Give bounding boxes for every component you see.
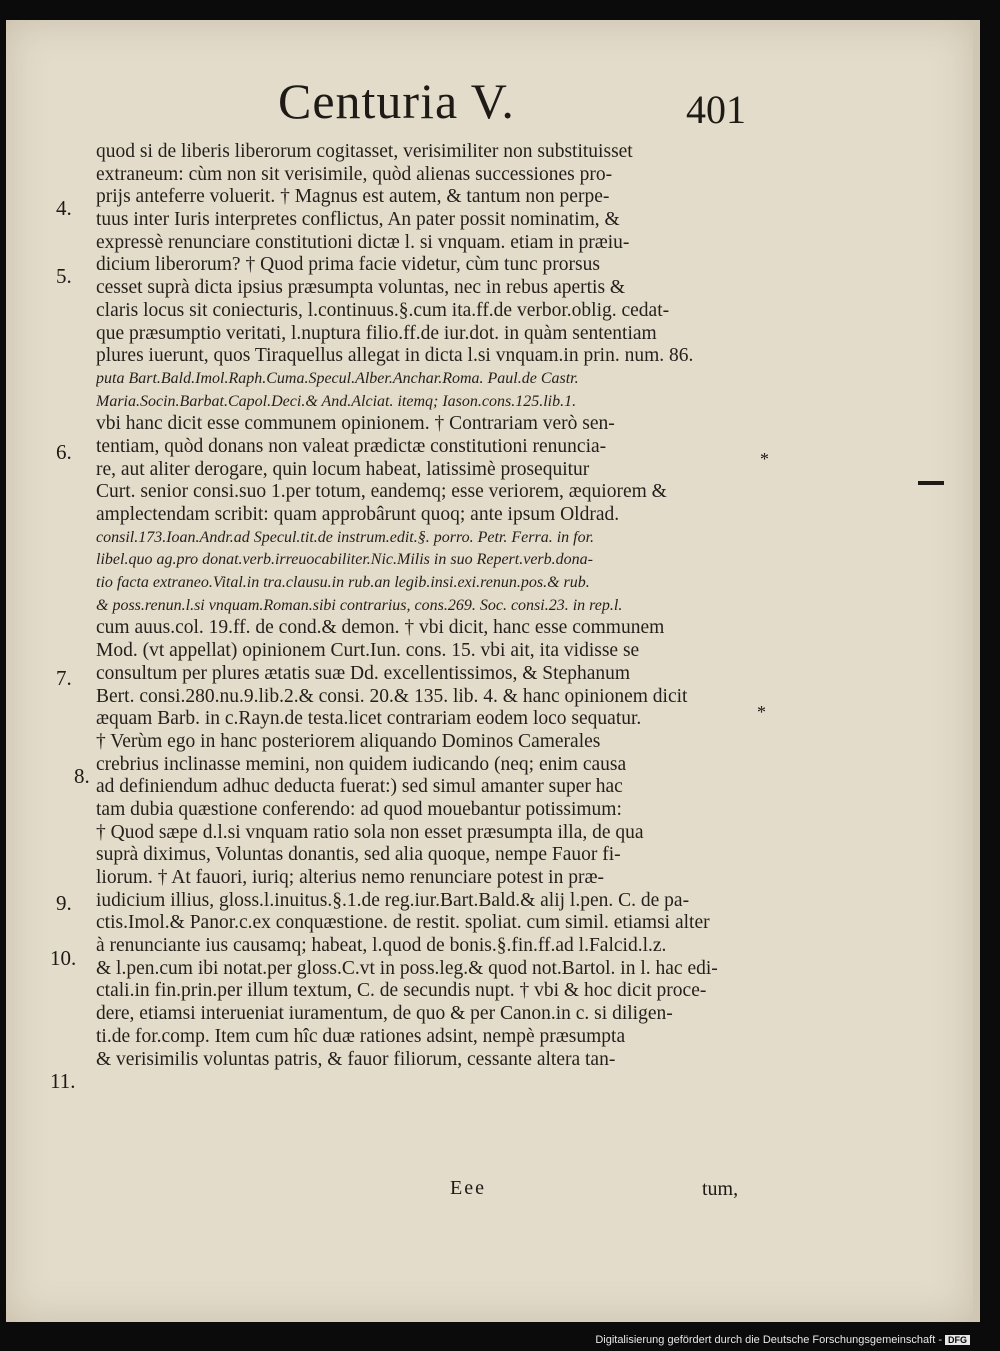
text-line: re, aut aliter derogare, quin locum habeat, latissimè prosequitur xyxy=(96,458,590,480)
citation-line: tio facta extraneo.Vital.in tra.clausu.in rub.an legib.insi.exi.renun.pos.& rub. xyxy=(96,574,590,592)
margin-number: 8. xyxy=(74,764,90,788)
footer-text: Digitalisierung gefördert durch die Deutsche Forschungsgemeinschaft - xyxy=(595,1334,942,1346)
marginal-asterisk: * xyxy=(760,449,769,469)
running-title: Centuria V. xyxy=(278,73,515,129)
text-line: cum auus.col. 19.ff. de cond.& demon. † vbi dicit, hanc esse communem xyxy=(96,617,665,639)
citation-line: & poss.renun.l.si vnquam.Roman.sibi contrarius, cons.269. Soc. consi.23. in rep.l. xyxy=(96,596,623,614)
text-line: quod si de liberis liberorum cogitasset, verisimiliter non substituisset xyxy=(96,141,633,162)
text-line: que præsumptio veritati, l.nuptura filio.ff.de iur.dot. in quàm sententiam xyxy=(96,322,657,344)
page-edge xyxy=(973,20,980,1322)
text-line: ad definiendum adhuc deducta fuerat:) sed simul amanter super hac xyxy=(96,776,623,798)
citation-line: consil.173.Ioan.Andr.ad Specul.tit.de instrum.edit.§. porro. Petr. Ferra. in for. xyxy=(96,528,595,546)
citation-line: Maria.Socin.Barbat.Capol.Deci.& And.Alciat. itemq; Iason.cons.125.lib.1. xyxy=(96,392,577,410)
text-line: vbi hanc dicit esse communem opinionem. † Contrariam verò sen- xyxy=(96,413,615,435)
margin-number: 5. xyxy=(56,264,72,288)
text-line: crebrius inclinasse memini, non quidem iudicando (neq; enim causa xyxy=(96,753,627,775)
text-line: Bert. consi.280.nu.9.lib.2.& consi. 20.& 135. lib. 4. & hanc opinionem dicit xyxy=(96,685,688,707)
text-line: & verisimilis voluntas patris, & fauor filiorum, cessante altera tan- xyxy=(96,1048,616,1070)
citation-line: puta Bart.Bald.Imol.Raph.Cuma.Specul.Alber.Anchar.Roma. Paul.de Castr. xyxy=(96,369,579,387)
text-line: extraneum: cùm non sit verisimile, quòd alienas successiones pro- xyxy=(96,163,613,185)
marginal-asterisk: * xyxy=(757,702,766,722)
margin-number: 4. xyxy=(56,196,72,220)
text-line: † Verùm ego in hanc posteriorem aliquando Dominos Camerales xyxy=(96,730,601,752)
citation-line: libel.quo ag.pro donat.verb.irreuocabiliter.Nic.Milis in suo Repert.verb.dona- xyxy=(96,551,593,569)
catchword: tum, xyxy=(702,1178,739,1200)
text-line: cesset suprà dicta ipsius præsumpta voluntas, nec in rebus apertis & xyxy=(96,277,626,299)
margin-number: 11. xyxy=(50,1069,76,1093)
text-line: dere, etiamsi interueniat iuramentum, de quo & per Canon.in c. si diligen- xyxy=(96,1003,673,1025)
margin-number: 6. xyxy=(56,440,72,464)
text-line: liorum. † At fauori, iuriq; alterius nemo renunciare potest in præ- xyxy=(96,867,604,888)
text-line: † Quod sæpe d.l.si vnquam ratio sola non esset præsumpta illa, de qua xyxy=(96,821,644,843)
margin-number: 7. xyxy=(56,666,72,690)
body-text xyxy=(96,141,756,1071)
text-line: prijs anteferre voluerit. † Magnus est autem, & tantum non perpe- xyxy=(96,186,610,208)
text-line: ti.de for.comp. Item cum hîc duæ rationes adsint, nempè præsumpta xyxy=(96,1025,626,1047)
text-line: suprà diximus, Voluntas donantis, sed alia quoque, nempe Fauor fi- xyxy=(96,844,621,866)
text-line: claris locus sit coniecturis, l.continuus.§.cum ita.ff.de verbor.oblig. cedat- xyxy=(96,299,670,321)
text-line: ctali.in fin.prin.per illum textum, C. de secundis nupt. † vbi & hoc dicit proce- xyxy=(96,980,707,1002)
page-number: 401 xyxy=(686,87,746,132)
text-line: à renunciante ius causamq; habeat, l.quod de bonis.§.fin.ff.ad l.Falcid.l.z. xyxy=(96,935,667,957)
text-line: tam dubia quæstione conferendo: ad quod mouebantur potissimum: xyxy=(96,798,622,820)
margin-number: 10. xyxy=(50,946,77,970)
text-line: plures iuerunt, quos Tiraquellus allegat in dicta l.si vnquam.in prin. num. 86. xyxy=(96,345,694,367)
text-line: consultum per plures ætatis suæ Dd. excellentissimos, & Stephanum xyxy=(96,662,631,684)
text-line: tentiam, quòd donans non valeat prædictæ constitutioni renuncia- xyxy=(96,435,607,457)
text-line: expressè renunciare constitutioni dictæ l. si vnquam. etiam in præiu- xyxy=(96,231,630,253)
text-line: ctis.Imol.& Panor.c.ex conquæstione. de restit. spoliat. cum simil. etiamsi alter xyxy=(96,912,710,934)
text-line: & l.pen.cum ibi notat.per gloss.C.vt in poss.leg.& quod not.Bartol. in l. hac edi- xyxy=(96,957,718,979)
text-line: amplectendam scribit: quam approbârunt quoq; ante ipsum Oldrad. xyxy=(96,504,620,525)
text-line: iudicium illius, gloss.l.inuitus.§.1.de reg.iur.Bart.Bald.& alij l.pen. C. de pa- xyxy=(96,889,690,911)
text-line: tuus inter Iuris interpretes conflictus, An pater possit nominatim, & xyxy=(96,209,620,231)
text-line: dicium liberorum? † Quod prima facie videtur, cùm tunc prorsus xyxy=(96,254,600,276)
margin-mark xyxy=(918,481,944,485)
text-line: Curt. senior consi.suo 1.per totum, eandemq; esse veriorem, æquiorem & xyxy=(96,481,667,503)
dfg-logo: DFG xyxy=(945,1335,970,1345)
text-line: Mod. (vt appellat) opinionem Curt.Iun. cons. 15. vbi ait, ita vidisse se xyxy=(96,640,640,662)
margin-number: 9. xyxy=(56,891,72,915)
text-line: æquam Barb. in c.Rayn.de testa.licet contrariam eodem loco sequatur. xyxy=(96,708,642,730)
digitization-footer xyxy=(595,1334,970,1346)
signature-mark: Eee xyxy=(450,1177,486,1199)
